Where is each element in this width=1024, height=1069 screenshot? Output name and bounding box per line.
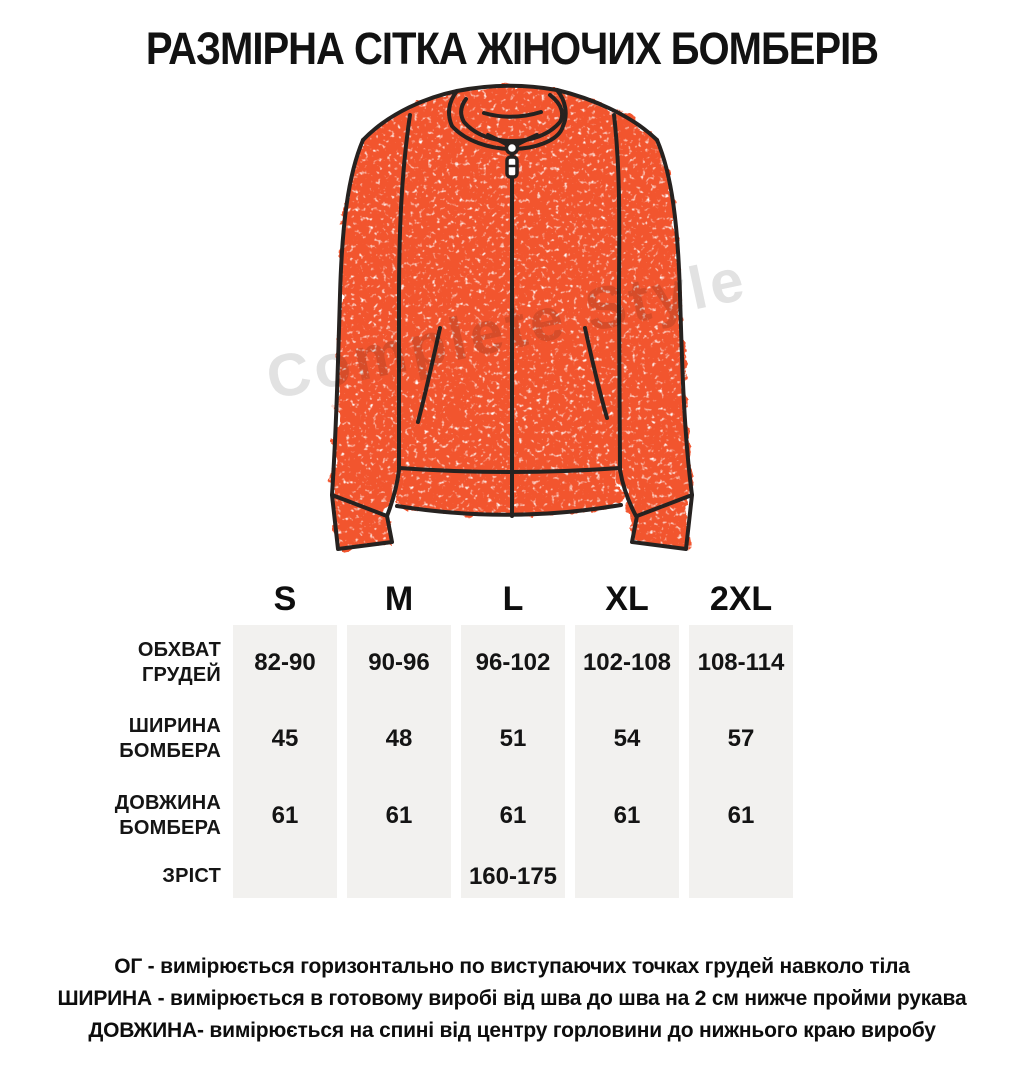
cell-length-m: 61 <box>347 777 451 855</box>
cell-height-l: 160-175 <box>461 855 565 898</box>
size-header-xl: XL <box>605 580 649 618</box>
page-title: РАЗМІРНА СІТКА ЖІНОЧИХ БОМБЕРІВ <box>145 24 879 75</box>
cell-length-s: 61 <box>233 777 337 855</box>
size-header-l: L <box>502 580 524 618</box>
cell-width-2xl: 57 <box>689 700 793 777</box>
size-header-2xl: 2XL <box>709 580 773 618</box>
cell-height-m <box>347 855 451 898</box>
size-table <box>95 575 793 898</box>
cell-height-2xl <box>689 855 793 898</box>
cell-length-2xl: 61 <box>689 777 793 855</box>
cell-height-s <box>233 855 337 898</box>
watermark: Complete Style <box>260 244 754 413</box>
cell-height-xl <box>575 855 679 898</box>
cell-length-xl: 61 <box>575 777 679 855</box>
row-label-chest: ОБХВАТ ГРУДЕЙ <box>137 638 221 686</box>
cell-chest-l: 96-102 <box>461 625 565 700</box>
note-length: ДОВЖИНА- вимірюється на спині від центру горловини до нижнього краю виробу <box>88 1019 936 1042</box>
size-header-m: M <box>384 580 414 618</box>
table-corner <box>95 575 223 625</box>
size-header-s: S <box>273 580 297 618</box>
cell-width-l: 51 <box>461 700 565 777</box>
row-label-length: ДОВЖИНА БОМБЕРА <box>114 792 221 839</box>
cell-chest-xl: 102-108 <box>575 625 679 700</box>
cell-width-m: 48 <box>347 700 451 777</box>
zipper-pull-icon <box>507 143 518 178</box>
row-label-width: ШИРИНА БОМБЕРА <box>119 714 221 762</box>
cell-chest-m: 90-96 <box>347 625 451 700</box>
cell-chest-s: 82-90 <box>233 625 337 700</box>
cell-length-l: 61 <box>461 777 565 855</box>
cell-chest-2xl: 108-114 <box>689 625 793 700</box>
cell-width-s: 45 <box>233 700 337 777</box>
cell-width-xl: 54 <box>575 700 679 777</box>
note-width: ШИРИНА - вимірюється в готовому виробі від шва до шва на 2 см нижче пройми рукава <box>57 987 967 1010</box>
note-chest: ОГ - вимірюється горизонтально по виступаючих точках грудей навколо тіла <box>114 955 910 978</box>
measurement-notes <box>0 951 1024 1047</box>
row-label-height: ЗРІСТ <box>162 865 221 887</box>
